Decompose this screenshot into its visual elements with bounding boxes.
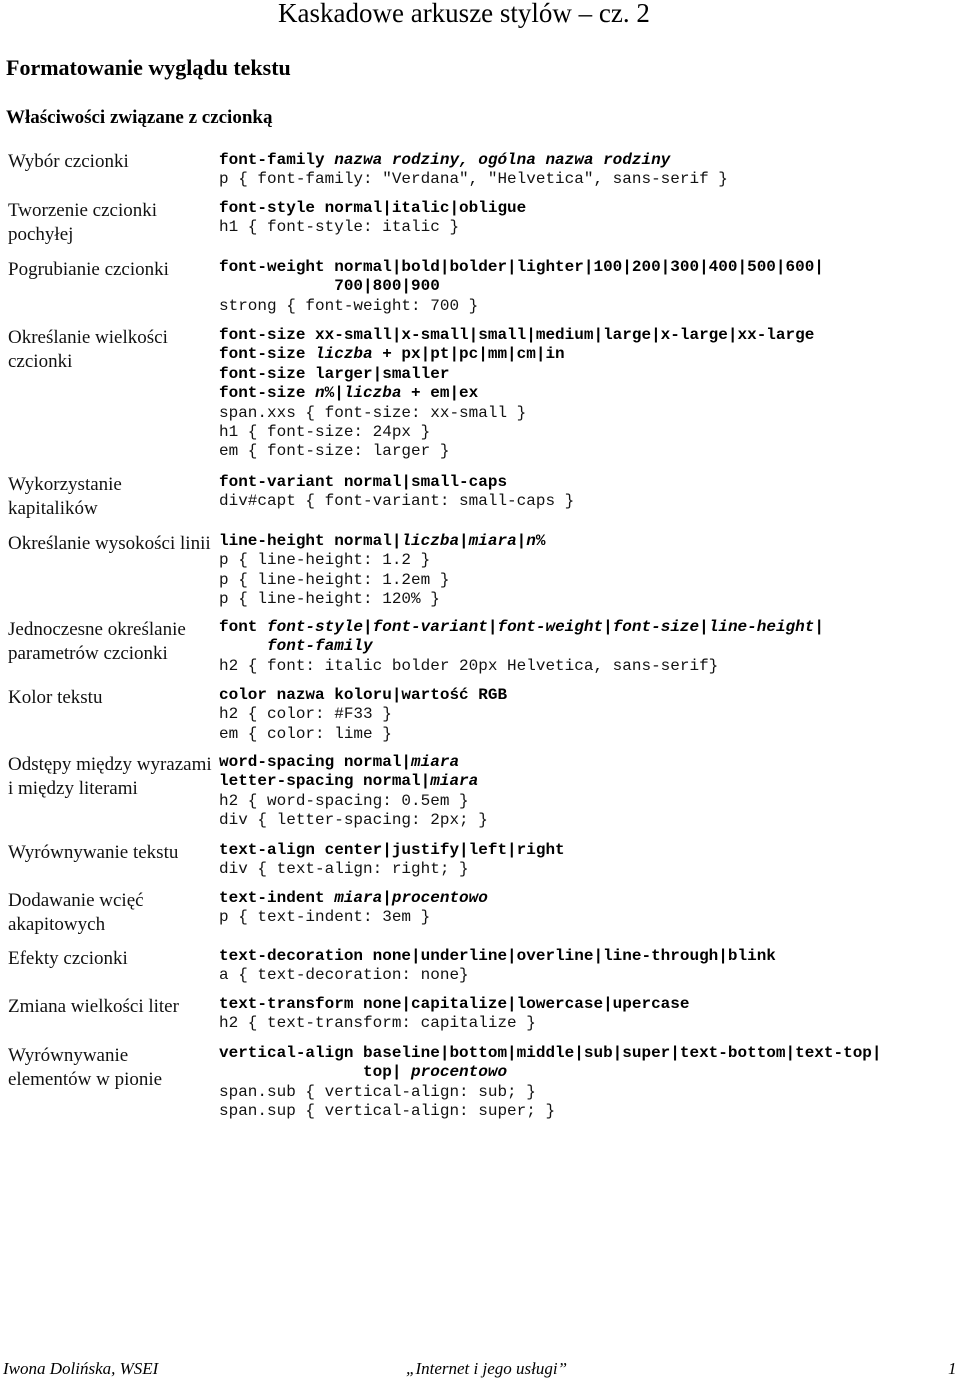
row-label: Wyrównywanie tekstu <box>8 842 179 863</box>
example-line: div#capt { font-variant: small-caps } <box>219 492 575 511</box>
example-line: p { line-height: 120% } <box>219 590 440 609</box>
row-code <box>219 258 954 316</box>
row-code <box>219 995 954 1034</box>
section-title: Formatowanie wyglądu tekstu <box>6 55 291 80</box>
row-code <box>219 889 954 928</box>
syntax-line: font-size xx-small|x-small|small|medium|large|x-large|xx-large <box>219 326 815 344</box>
syntax-line: font-size n%|liczba + em|ex <box>219 384 479 403</box>
syntax-line: text-transform none|capitalize|lowercase|upercase <box>219 995 690 1013</box>
row-label: Kolor tekstu <box>8 687 103 708</box>
row-code <box>219 686 954 744</box>
syntax-line: font-style normal|italic|obligue <box>219 199 527 217</box>
footer-author: Iwona Dolińska, WSEI <box>3 1359 159 1378</box>
footer-page-number: 1 <box>948 1359 957 1378</box>
syntax-line: font-weight normal|bold|bolder|lighter|100|200|300|400|500|600| <box>219 258 824 276</box>
example-line: span.sup { vertical-align: super; } <box>219 1102 556 1121</box>
row-label: Jednoczesne określanie parametrów czcionki <box>8 619 186 664</box>
example-line: h2 { word-spacing: 0.5em } <box>219 791 469 810</box>
syntax-line: vertical-align baseline|bottom|middle|sub|super|text-bottom|text-top| <box>219 1044 882 1062</box>
example-line: h2 { font: italic bolder 20px Helvetica, sans-serif} <box>219 656 719 675</box>
row-code <box>219 532 954 610</box>
example-line: h1 { font-size: 24px } <box>219 422 431 441</box>
syntax-line: color nazwa koloru|wartość RGB <box>219 686 508 704</box>
syntax-line: top| procentowo <box>219 1063 508 1082</box>
row-code <box>219 947 954 986</box>
row-code <box>219 1044 954 1122</box>
syntax-line: text-align center|justify|left|right <box>219 841 565 859</box>
row-label: Określanie wysokości linii <box>8 533 211 554</box>
syntax-line: text-decoration none|underline|overline|line-through|blink <box>219 947 776 965</box>
subsection-title: Właściwości związane z czcionką <box>6 107 273 128</box>
syntax-line: line-height normal|liczba|miara|n% <box>219 532 546 550</box>
row-label: Pogrubianie czcionki <box>8 259 169 280</box>
syntax-line: word-spacing normal|miara <box>219 753 460 771</box>
example-line: em { font-size: larger } <box>219 442 450 461</box>
example-line: em { color: lime } <box>219 724 392 743</box>
example-line: h1 { font-style: italic } <box>219 218 460 237</box>
example-line: h2 { text-transform: capitalize } <box>219 1014 536 1033</box>
row-label: Zmiana wielkości liter <box>8 996 179 1017</box>
example-line: span.xxs { font-size: xx-small } <box>219 403 527 422</box>
syntax-line: letter-spacing normal|miara <box>219 772 479 791</box>
syntax-line: font-family <box>267 637 373 656</box>
row-code <box>219 199 954 238</box>
row-label: Odstępy między wyrazami i między literami <box>8 754 212 799</box>
row-label: Wykorzystanie kapitalików <box>8 474 122 519</box>
row-label: Wyrównywanie elementów w pionie <box>8 1045 163 1090</box>
syntax-line: font font-style|font-variant|font-weight|font-size|line-height| <box>219 618 824 636</box>
row-label: Tworzenie czcionki pochyłej <box>8 200 158 245</box>
example-line: div { text-align: right; } <box>219 860 469 879</box>
example-line: p { text-indent: 3em } <box>219 908 431 927</box>
syntax-line: font-variant normal|small-caps <box>219 473 508 491</box>
row-code <box>219 618 954 676</box>
page-title: Kaskadowe arkusze stylów – cz. 2 <box>278 0 650 28</box>
syntax-line: font-size liczba + px|pt|pc|mm|cm|in <box>219 345 565 364</box>
row-label: Efekty czcionki <box>8 948 128 969</box>
syntax-line: font-family nazwa rodziny, ogólna nazwa rodziny <box>219 151 671 169</box>
example-line: a { text-decoration: none} <box>219 966 469 985</box>
syntax-line: text-indent miara|procentowo <box>219 889 488 907</box>
row-label: Dodawanie wcięć akapitowych <box>8 890 144 935</box>
row-label: Wybór czcionki <box>8 151 129 172</box>
example-line: p { line-height: 1.2em } <box>219 570 450 589</box>
syntax-line: font-size larger|smaller <box>219 364 450 383</box>
example-line: h2 { color: #F33 } <box>219 705 392 724</box>
row-code <box>219 151 954 190</box>
row-label: Określanie wielkości czcionki <box>8 327 168 372</box>
row-code <box>219 473 954 512</box>
row-code <box>219 326 954 462</box>
example-line: p { line-height: 1.2 } <box>219 551 431 570</box>
example-line: p { font-family: "Verdana", "Helvetica", sans-serif } <box>219 170 728 189</box>
example-line: strong { font-weight: 700 } <box>219 296 479 315</box>
example-line: div { letter-spacing: 2px; } <box>219 811 488 830</box>
row-code <box>219 753 954 831</box>
example-line: span.sub { vertical-align: sub; } <box>219 1082 536 1101</box>
row-code <box>219 841 954 880</box>
syntax-line: 700|800|900 <box>219 277 440 296</box>
footer-course: „Internet i jego usługi” <box>406 1359 568 1378</box>
